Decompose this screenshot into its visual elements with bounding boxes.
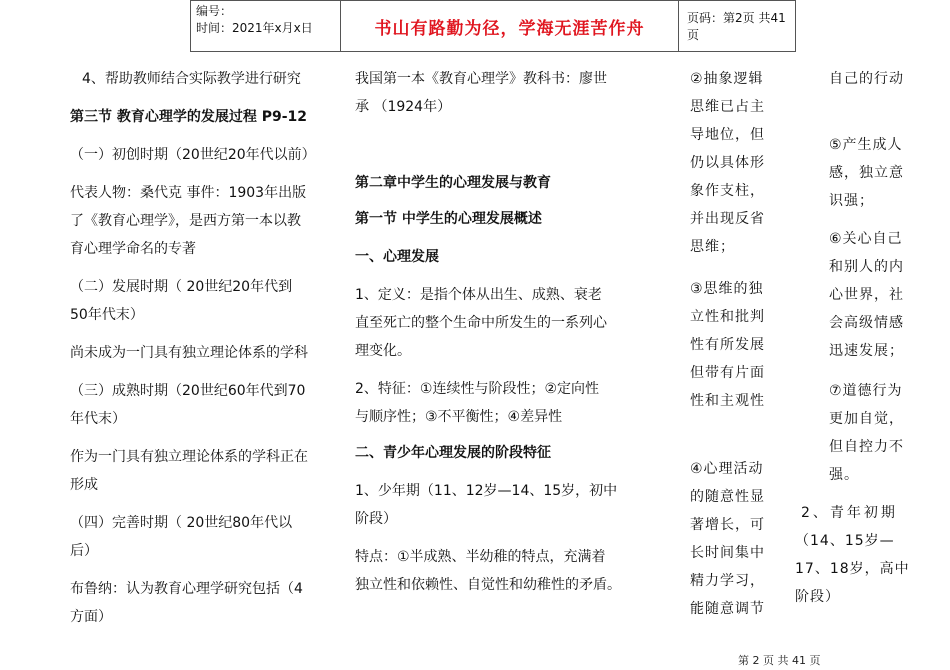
text-line: ⑦道德行为 xyxy=(829,383,903,399)
time-label: 时间：2021年x月x日 xyxy=(196,21,313,35)
text-line: （一）初创时期（20世纪20年代以前） xyxy=(70,147,316,163)
text-line: ④心理活动 xyxy=(690,461,764,477)
text-line: 布鲁纳：认为教育心理学研究包括（4 xyxy=(70,581,303,597)
text-line: ②抽象逻辑 xyxy=(690,71,764,87)
text-line: ⑤产生成人 xyxy=(829,137,903,153)
section-heading: 第一节 中学生的心理发展概述 xyxy=(355,211,542,227)
text-line: 长时间集中 xyxy=(690,545,765,561)
text-line: 迅速发展； xyxy=(829,343,904,359)
text-line: ③思维的独 xyxy=(690,281,764,297)
text-line: 了《教育心理学》，是西方第一本以教 xyxy=(70,213,301,229)
header-motto-cell xyxy=(341,1,679,51)
text-line: 性有所发展 xyxy=(690,337,765,353)
text-line: 心世界，社 xyxy=(829,287,904,303)
text-line: （14、15岁— xyxy=(795,533,895,549)
text-line: 思维； xyxy=(690,239,735,255)
text-line: 年代末） xyxy=(70,411,126,427)
header-meta-cell xyxy=(191,1,341,51)
text-line: 1、定义：是指个体从出生、成熟、衰老 xyxy=(355,287,602,303)
subsection-heading: 二、青少年心理发展的阶段特征 xyxy=(355,445,551,461)
text-line: 4、帮助教师结合实际教学进行研究 xyxy=(82,71,301,87)
text-line: 形成 xyxy=(70,477,98,493)
text-line: 代表人物：桑代克 事件：1903年出版 xyxy=(70,185,307,201)
page-footer: 第 2 页 共 41 页 xyxy=(738,654,821,667)
page-info: 页码：第2页 共41页 xyxy=(687,11,786,42)
text-line: 2、青年初期 xyxy=(801,505,898,521)
text-line: 阶段） xyxy=(795,589,840,605)
text-line: 2、特征：①连续性与阶段性；②定向性 xyxy=(355,381,600,397)
text-line: 精力学习， xyxy=(690,573,765,589)
text-line: 1、少年期（11、12岁—14、15岁，初中 xyxy=(355,483,618,499)
text-line: 尚未成为一门具有独立理论体系的学科 xyxy=(70,345,308,361)
text-line: 和别人的内 xyxy=(829,259,904,275)
text-line: 导地位，但 xyxy=(690,127,765,143)
text-line: 立性和批判 xyxy=(690,309,765,325)
text-line: 我国第一本《教育心理学》教科书：廖世 xyxy=(355,71,607,87)
text-line: 自己的行动 xyxy=(829,71,904,87)
document-header xyxy=(190,0,796,52)
text-line: ⑥关心自己 xyxy=(829,231,903,247)
text-line: 思维已占主 xyxy=(690,99,765,115)
text-line: 并出现反省 xyxy=(690,211,765,227)
motto-text: 书山有路勤为径，学海无涯苦作舟 xyxy=(374,18,645,39)
text-line: 独立性和依赖性、自觉性和幼稚性的矛盾。 xyxy=(355,577,621,593)
text-line: 方面） xyxy=(70,609,112,625)
text-line: 承 （1924年） xyxy=(355,99,452,115)
text-line: 能随意调节 xyxy=(690,601,765,617)
text-line: 感，独立意 xyxy=(829,165,904,181)
text-line: 特点：①半成熟、半幼稚的特点，充满着 xyxy=(355,549,606,565)
subsection-heading: 一、心理发展 xyxy=(355,249,439,265)
header-page-cell xyxy=(679,1,795,51)
text-line: （二）发展时期（ 20世纪20年代到 xyxy=(70,279,293,295)
text-line: 后） xyxy=(70,543,98,559)
text-line: 仍以具体形 xyxy=(690,155,765,171)
text-line: 但带有片面 xyxy=(690,365,765,381)
text-line: 直至死亡的整个生命中所发生的一系列心 xyxy=(355,315,607,331)
text-line: 作为一门具有独立理论体系的学科正在 xyxy=(70,449,308,465)
section-heading: 第三节 教育心理学的发展过程 P9-12 xyxy=(70,109,308,125)
text-line: 会高级情感 xyxy=(829,315,904,331)
text-line: 强。 xyxy=(829,467,859,483)
text-line: 的随意性显 xyxy=(690,489,765,505)
text-line: 50年代末） xyxy=(70,307,144,323)
text-line: 与顺序性；③不平衡性；④差异性 xyxy=(355,409,563,425)
text-line: 性和主观性 xyxy=(690,393,765,409)
number-label: 编号： xyxy=(196,4,233,18)
text-line: 17、18岁，高中 xyxy=(795,561,910,577)
text-line: （四）完善时期（ 20世纪80年代以 xyxy=(70,515,293,531)
text-line: 阶段） xyxy=(355,511,397,527)
text-line: 但自控力不 xyxy=(829,439,904,455)
chapter-heading: 第二章中学生的心理发展与教育 xyxy=(355,175,551,191)
text-line: 识强； xyxy=(829,193,874,209)
text-line: 更加自觉， xyxy=(829,411,904,427)
text-line: 象作支柱， xyxy=(690,183,765,199)
text-line: 育心理学命名的专著 xyxy=(70,241,196,257)
text-line: 理变化。 xyxy=(355,343,411,359)
text-line: 著增长，可 xyxy=(690,517,765,533)
text-line: （三）成熟时期（20世纪60年代到70 xyxy=(70,383,306,399)
